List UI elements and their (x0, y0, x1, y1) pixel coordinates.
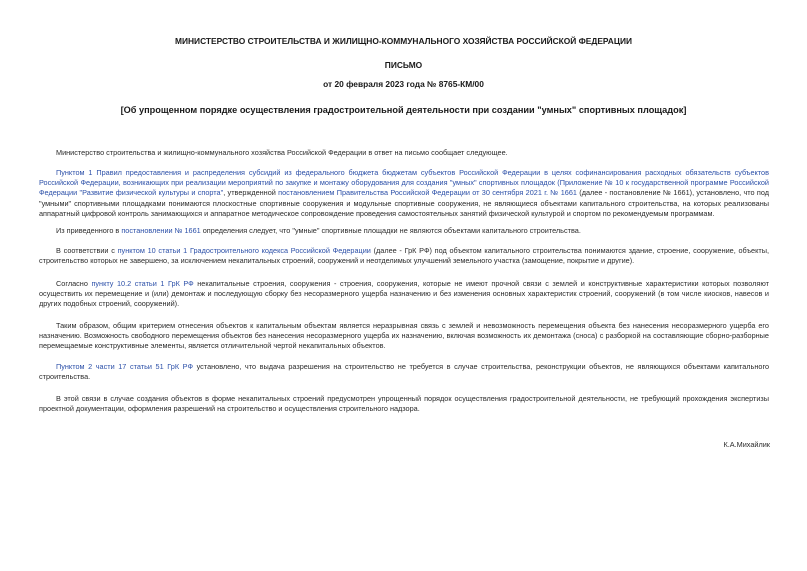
paragraph-text: В соответствии с (56, 246, 118, 255)
paragraph-text: Таким образом, общим критерием отнесения объектов к капитальным объектам является неразрывная связь с землей и невозможность перемещения объекта без нанесения несоразмерного ущерба его назначению. Возможность свободного перемещения объектов без нанесения несоразмерного ущерба их назначению, включая возможность их демонтажа (сноса) с разборкой на составляющие сборно-разборные перемещаемые конструктивные элементы, является отличительной чертой некапитальных объектов. (39, 321, 769, 351)
paragraph-conclusion-1661 (39, 226, 769, 236)
paragraph-text: некапитальные строения, сооружения - строения, сооружения, которые не имеют прочной связи с землей и конструктивные характеристики которых позволяют осуществить их перемещение и (или) демонтаж и последующую сборку без несоразмерного ущерба назначению и без изменения основных характеристик строений, сооружений (в том числе киосков, навесов и других подобных строений, сооружений). (39, 279, 769, 309)
paragraph-text: В этой связи в случае создания объектов в форме некапитальных строений предусмотрен упрощенный порядок осуществления градостроительной деятельности, не требующий прохождения экспертизы проектной документации, оформления разрешений на строительство и осуществления строительного надзора. (39, 394, 769, 414)
paragraph-capital-object (39, 246, 769, 266)
paragraph-text: Министерство строительства и жилищно-коммунального хозяйства Российской Федерации в ответ на письмо сообщает следующее. (56, 148, 508, 157)
paragraph-text: (далее - ГрК РФ) под объектом капитального строительства понимаются здание, строение, сооружение, объекты, строительство которых не завершено, за исключением некапитальных строений, сооружений и неотделимых улучшений земельного участка (замощение, покрытие и другие). (39, 246, 769, 266)
link-grk-art1-p10[interactable]: пунктом 10 статьи 1 Градостроительного кодекса Российской Федерации (117, 246, 371, 255)
paragraph-criteria (39, 321, 769, 352)
document-date-number: от 20 февраля 2023 года № 8765-КМ/00 (323, 79, 484, 89)
paragraph-text: определения следует, что "умные" спортивные площадки не являются объектами капитального строительства. (200, 226, 581, 235)
link-grk-art51[interactable]: Пунктом 2 части 17 статьи 51 ГрК РФ (56, 362, 194, 371)
link-resolution-1661[interactable]: постановлением Правительства Российской Федерации от 30 сентября 2021 г. № 1661 (278, 188, 577, 198)
paragraph-text: , утвержденной (223, 188, 279, 198)
paragraph-text: Из приведенного в (56, 226, 122, 235)
paragraph-definition (39, 168, 769, 219)
link-resolution-1661-ref[interactable]: постановлении № 1661 (121, 226, 201, 235)
paragraph-simplified (39, 394, 769, 414)
paragraph-text: (далее - постановление № 1661), установлено, что под "умными" спортивными площадками понимаются плоскостные спортивные сооружения и модульные спортивные сооружения, не являющиеся объектами капитального строительства, на которых реализованы аппаратный цифровой контроль занимающихся и аппаратное методическое сопровождение проведения самостоятельных занятий физической культурой и спортом по рекомендуемым программам. (39, 188, 770, 218)
signature: К.А.Михайлик (723, 440, 770, 449)
link-grk-art1-p10-2[interactable]: пункту 10.2 статьи 1 ГрК РФ (91, 279, 194, 288)
document-type: ПИСЬМО (384, 60, 423, 70)
paragraph-noncapital (39, 279, 769, 310)
document-subject: [Об упрощенном порядке осуществления градостроительной деятельности при создании "умных" спортивных площадок] (120, 105, 687, 115)
ministry-title: МИНИСТЕРСТВО СТРОИТЕЛЬСТВА И ЖИЛИЩНО-КОММУНАЛЬНОГО ХОЗЯЙСТВА РОССИЙСКОЙ ФЕДЕРАЦИИ (175, 36, 632, 46)
paragraph-text: установлено, что выдача разрешения на строительство не требуется в случае строительства, реконструкции объектов, не являющихся объектами капитального строительства. (39, 362, 770, 382)
paragraph-intro (39, 148, 769, 158)
link-rules-subsidies[interactable]: Пунктом 1 Правил предоставления и распределения субсидий из федерального бюджета бюджетам субъектов Российской Федерации в целях софинансирования расходных обязательств субъектов Российской Федерации, возникающих при реализации мероприятий по закупке и монтажу оборудования для создания "умных" спортивных площадок (Приложение № 10 к государственной программе Российской Федерации "Развитие физической культуры и спорта" (39, 168, 769, 198)
paragraph-permit (39, 362, 769, 382)
paragraph-text: Согласно (56, 279, 92, 288)
